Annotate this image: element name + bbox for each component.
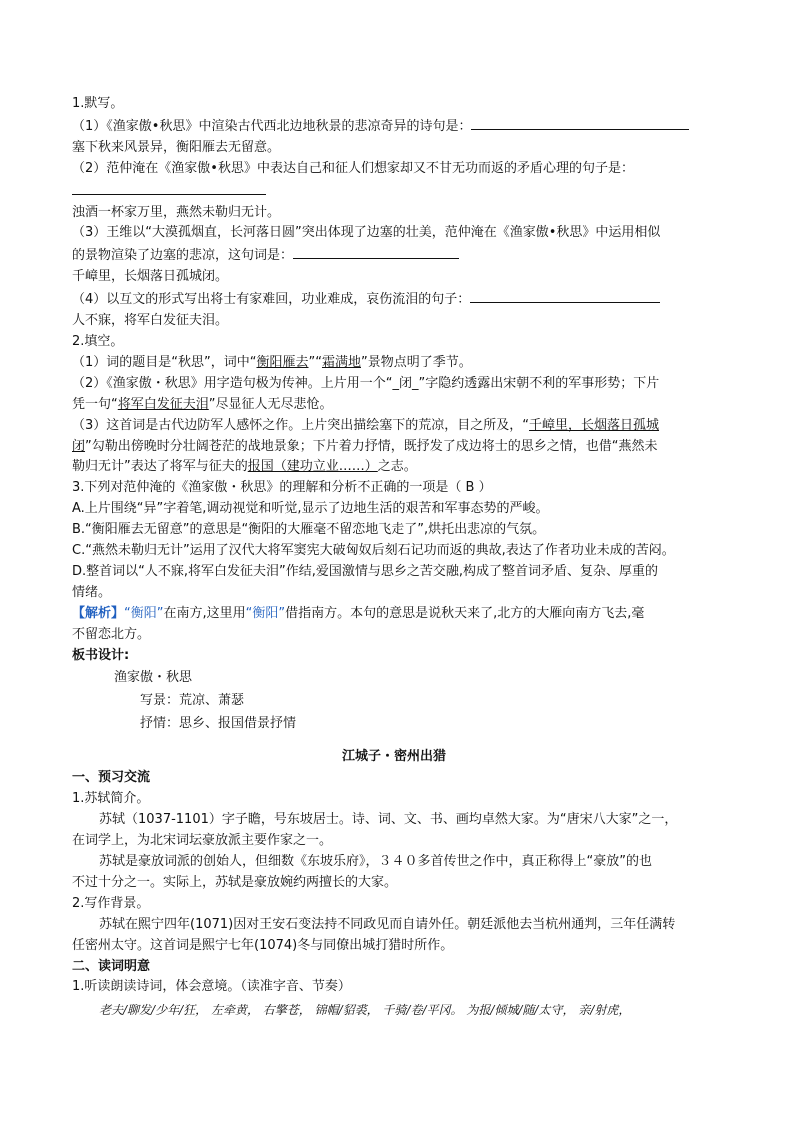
- q3-option-d: D.整首词以“人不寐,将军白发征夫泪”作结,爱国激情与思乡之苦交融,构成了整首词矛盾、复杂、厚重的: [72, 563, 659, 579]
- background-line-2: 任密州太守。这首词是熙宁七年(1074)冬与同僚出城打猎时所作。: [72, 937, 454, 953]
- poem-line: 老夫/聊发/少年/狂， 左牵黄， 右擎苍， 锦帽/貂裘， 千骑/卷/平冈。 为报/倾城/随/太守， 亲/射虎，: [99, 1003, 631, 1018]
- analysis-line-1: 【解析】“衡阳”在南方,这里用“衡阳”借指南方。本句的意思是说秋天来了,北方的大雁向南方飞去,毫: [72, 605, 645, 621]
- q1-answer-2: 浊酒一杯家万里，燕然未勒归无计。: [72, 204, 281, 220]
- q1-prompt-1: （1）《渔家傲•秋思》中渲染古代西北边地秋景的悲凉奇异的诗句是：: [72, 115, 722, 138]
- q1-title: 1.默写。: [72, 96, 124, 111]
- q3-title: 3.下列对范仲淹的《渔家傲・秋思》的理解和分析不正确的一项是（ B ）: [72, 480, 492, 496]
- q2-item-2b: 凭一句“将军白发征夫泪”尽显征人无尽悲怆。: [72, 396, 333, 412]
- subheading-background: 2.写作背景。: [72, 895, 150, 911]
- answer-blank-line[interactable]: [72, 180, 722, 203]
- q1-prompt-3b: 的景物渲染了边塞的悲凉，这句词是：: [72, 244, 722, 267]
- board-line-2: 写景：荒凉、萧瑟: [140, 693, 245, 709]
- q2-item-3: （3）这首词是古代边防军人感怀之作。上片突出描绘塞下的荒凉，目之所及，“千嶂里，长烟落日孤城: [72, 417, 660, 433]
- bio-line-2: 在词学上，为北宋词坛豪放派主要作家之一。: [72, 833, 333, 849]
- answer-blank[interactable]: [471, 115, 689, 130]
- q2-item-3c: 勒归无计”表达了将军与征夫的报国（建功立业……）之志。: [72, 459, 417, 475]
- q3-option-d-cont: 情绪。: [72, 584, 112, 600]
- section-title: 江城子・密州出猎: [341, 749, 446, 765]
- q1-answer-3: 千嶂里，长烟落日孤城闭。: [72, 269, 229, 285]
- q1-answer-1: 塞下秋来风景异，衡阳雁去无留意。: [72, 139, 281, 155]
- answer-blank[interactable]: [470, 288, 660, 303]
- section-heading-2: 二、读词明意: [72, 958, 151, 974]
- section-heading-1: 一、预习交流: [72, 770, 151, 786]
- bio-line-3: 苏轼是豪放词派的创始人，但细数《东坡乐府》，３４０多首传世之作中，真正称得上“豪放”的也: [99, 854, 652, 869]
- q1-prompt-3a: （3）王维以“大漠孤烟直，长河落日圆”突出体现了边塞的壮美，范仲淹在《渔家傲•秋思》中运用相似: [72, 225, 661, 241]
- bio-line-1: 苏轼（1037-1101）字子瞻，号东坡居士。诗、词、文、书、画均卓然大家。为“唐宋八大家”之一，: [99, 812, 678, 828]
- q3-option-a: A.上片围绕“异”字着笔,调动视觉和听觉,显示了边地生活的艰苦和军事态势的严峻。: [72, 501, 549, 517]
- subheading-reading: 1.听读朗读诗词，体会意境。（读准字音、节奏）: [72, 979, 351, 995]
- q3-option-c: C.“燕然未勒归无计”运用了汉代大将军窦宪大破匈奴后刻石记功而返的典故,表达了作者功业未成的苦闷。: [72, 543, 675, 559]
- q1-prompt-2: （2）范仲淹在《渔家傲•秋思》中表达自己和征人们想家却又不甘无功而返的矛盾心理的句子是：: [72, 160, 634, 176]
- q2-item-3b: 闭”勾勒出傍晚时分壮阔苍茫的战地景象；下片着力抒情，既抒发了戍边将士的思乡之情，也借“燕然未: [72, 438, 658, 454]
- q3-option-b: B.“衡阳雁去无留意”的意思是“衡阳的大雁毫不留恋地飞走了”,烘托出悲凉的气氛。: [72, 522, 546, 538]
- answer-blank[interactable]: [293, 244, 459, 259]
- q1-answer-4: 人不寐，将军白发征夫泪。: [72, 313, 229, 329]
- board-line-1: 渔家傲・秋思: [114, 670, 193, 686]
- q2-item-1: （1）词的题目是“秋思”，词中“衡阳雁去”“霜满地”景物点明了季节。: [72, 354, 472, 370]
- background-line-1: 苏轼在熙宁四年(1071)因对王安石变法持不同政见而自请外任。朝廷派他去当杭州通判，三年任满转: [99, 916, 676, 932]
- subheading-bio: 1.苏轼简介。: [72, 791, 150, 807]
- q1-prompt-4: （4）以互文的形式写出将士有家难回，功业难成，哀伤流泪的句子：: [72, 288, 722, 311]
- document-page: [72, 94, 722, 1022]
- q2-title: 2.填空。: [72, 333, 124, 349]
- board-title: 板书设计:: [72, 647, 130, 663]
- bio-line-4: 不过十分之一。实际上，苏轼是豪放婉约两擅长的大家。: [72, 874, 398, 890]
- board-line-3: 抒情：思乡、报国借景抒情: [140, 716, 297, 732]
- analysis-line-2: 不留恋北方。: [72, 626, 151, 642]
- q2-item-2: （2）《渔家傲・秋思》用字造句极为传神。上片用一个“_闭_”字隐约透露出宋朝不利的军事形势；下片: [72, 375, 660, 391]
